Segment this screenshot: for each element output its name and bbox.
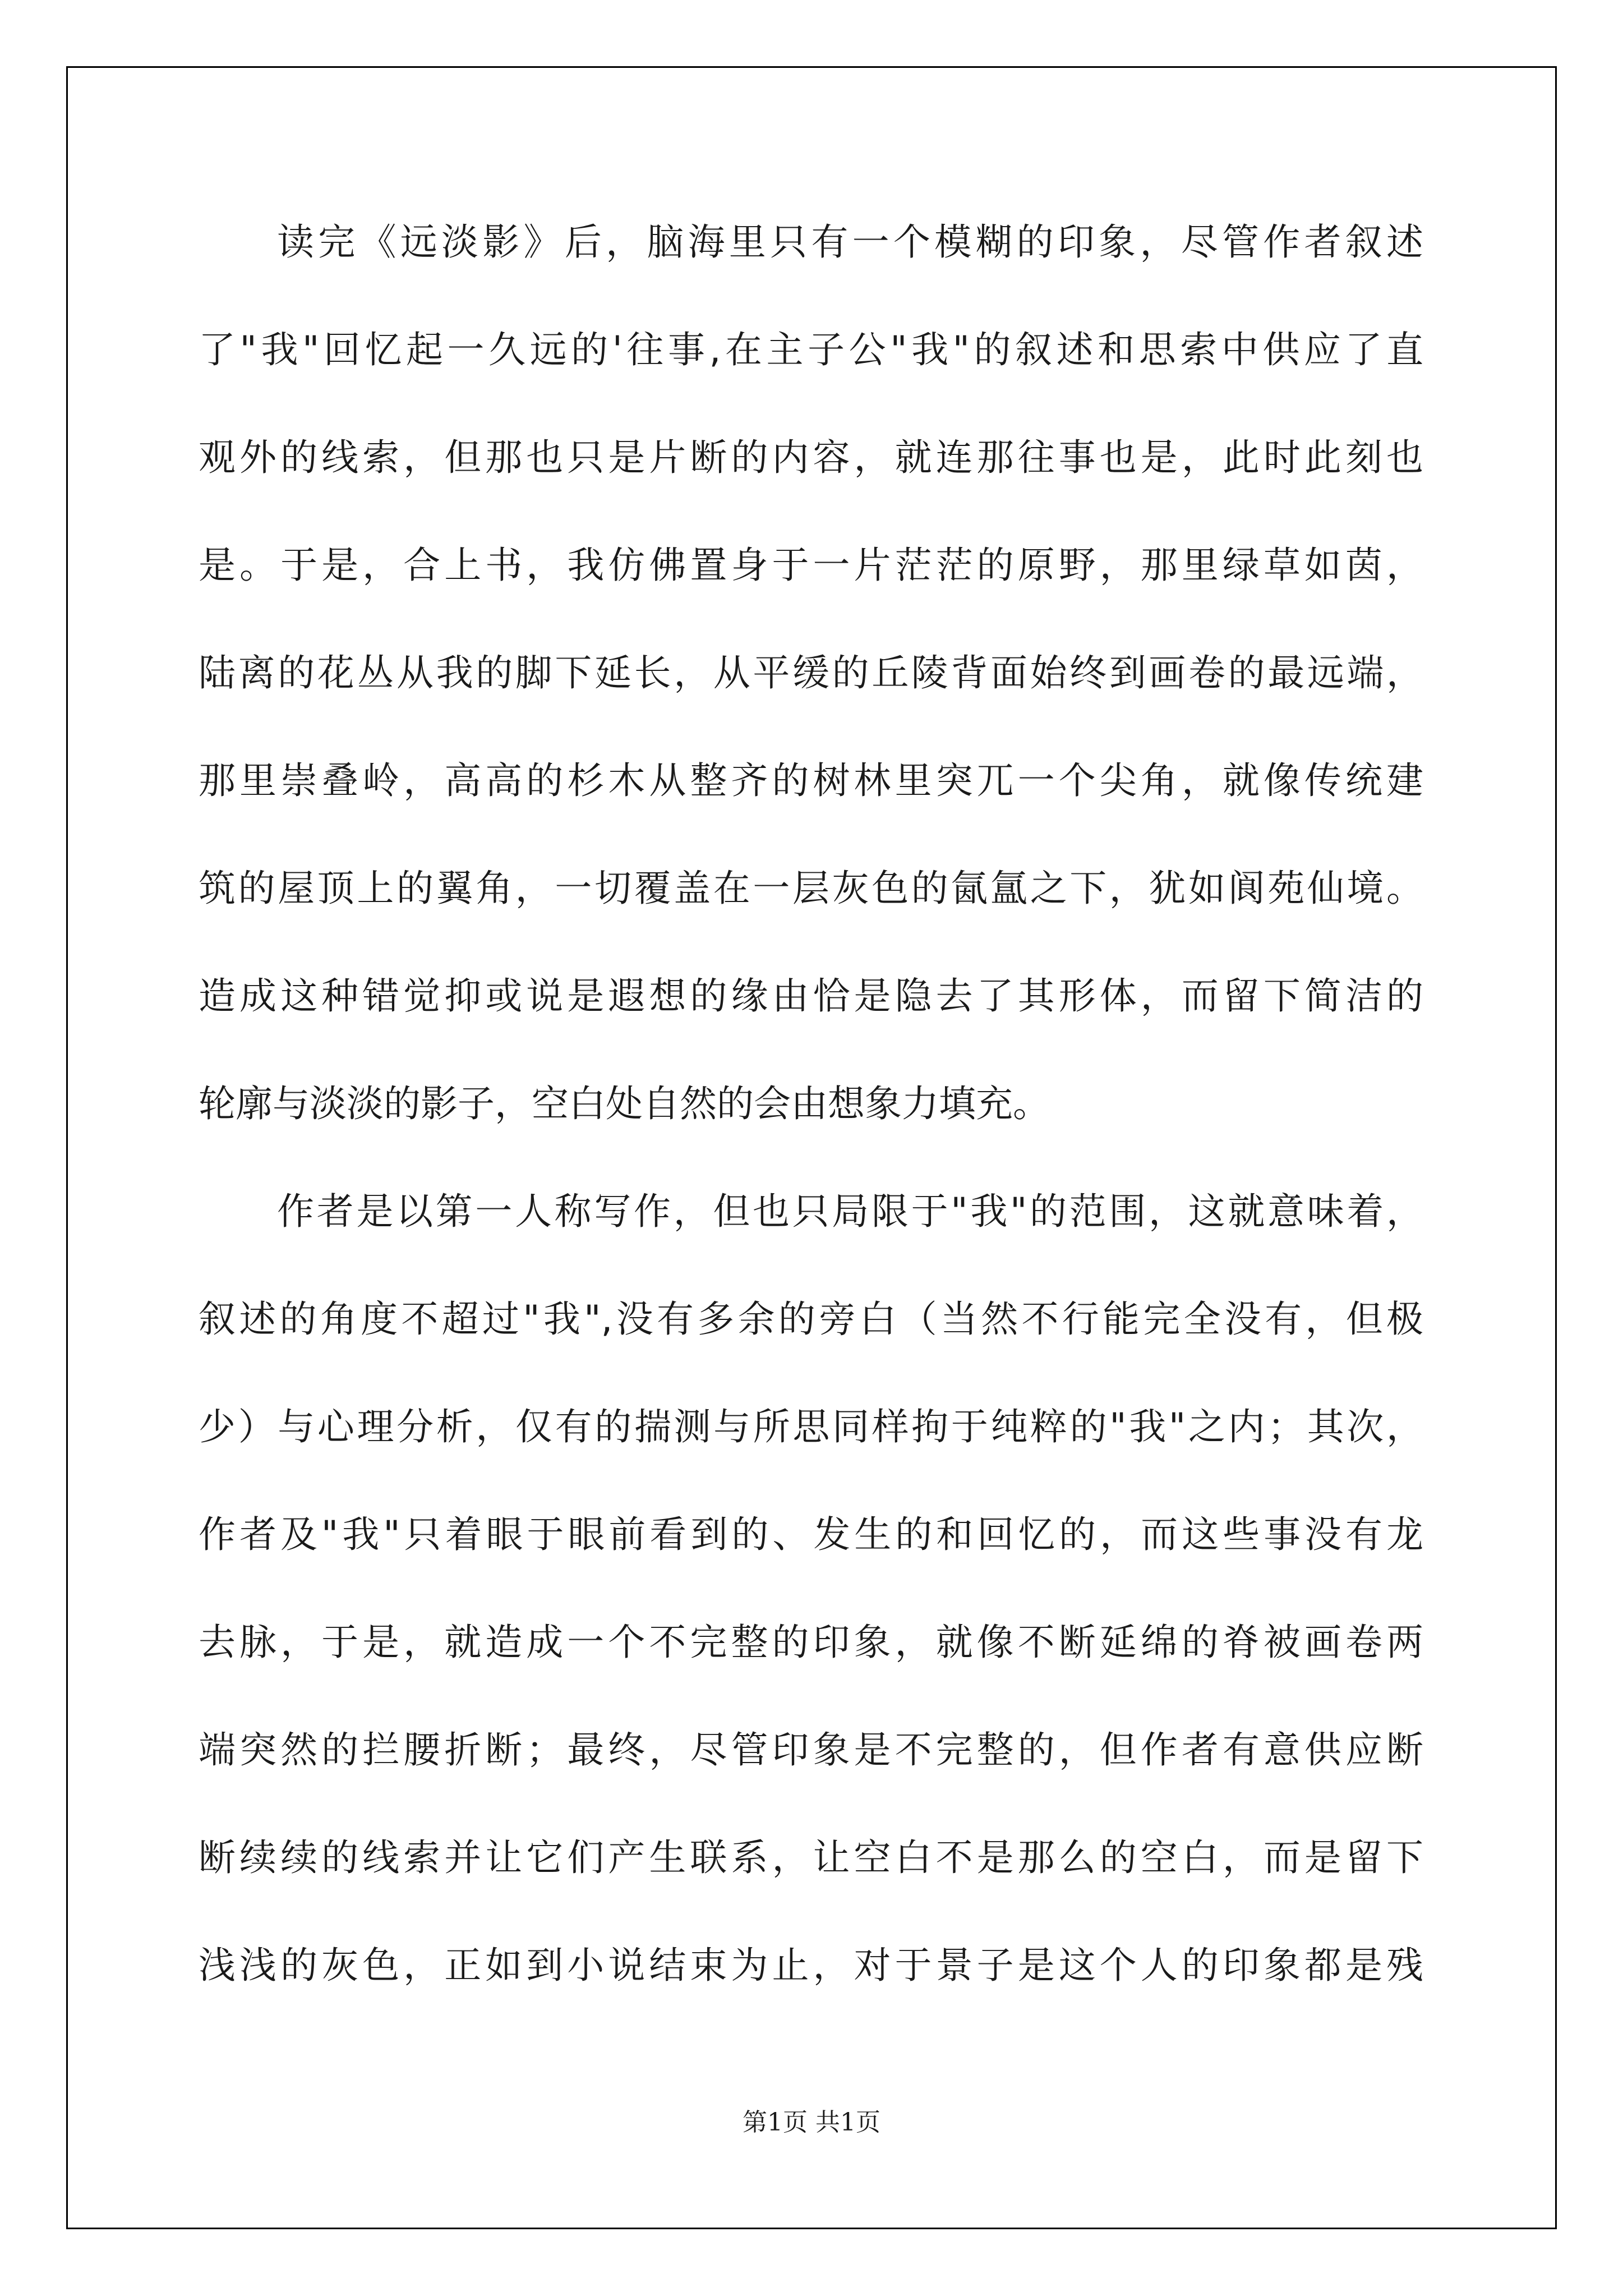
paragraph-2-line-5: 去脉，于是，就造成一个不完整的印象，就像不断延绵的脊被画卷两 [199,1621,1423,1664]
paragraph-2-line-3: 少）与心理分析，仅有的揣测与所思同样拘于纯粹的"我"之内；其次， [199,1405,1423,1448]
paragraph-2-line-7: 断续续的线索并让它们产生联系，让空白不是那么的空白，而是留下 [199,1836,1423,1879]
paragraph-2-line-8: 浅浅的灰色，正如到小说结束为止，对于景子是这个人的印象都是残 [199,1944,1423,1987]
paragraph-2-line-1: 作者是以第一人称写作，但也只局限于"我"的范围，这就意味着， [277,1190,1423,1233]
document-body [199,215,1423,2046]
page-number-footer: 第1页 共1页 [743,2108,880,2137]
paragraph-1-line-8: 造成这种错觉抑或说是遐想的缘由恰是隐去了其形体，而留下简洁的 [199,974,1423,1018]
paragraph-1-line-3: 观外的线索，但那也只是片断的内容，就连那往事也是，此时此刻也 [199,436,1423,479]
paragraph-1-line-5: 陆离的花丛从我的脚下延长，从平缓的丘陵背面始终到画卷的最远端， [199,651,1423,694]
paragraph-2-line-2: 叙述的角度不超过"我",没有多余的旁白（当然不行能完全没有，但极 [199,1297,1423,1341]
paragraph-1-line-2: 了"我"回忆起一久远的'往事,在主子公"我"的叙述和思索中供应了直 [199,328,1423,371]
paragraph-1-line-1: 读完《远淡影》后，脑海里只有一个模糊的印象，尽管作者叙述 [277,220,1423,264]
paragraph-2-line-4: 作者及"我"只着眼于眼前看到的、发生的和回忆的，而这些事没有龙 [199,1513,1423,1556]
paragraph-1-line-6: 那里崇叠岭，高高的杉木从整齐的树林里突兀一个尖角，就像传统建 [199,759,1423,802]
paragraph-1-line-4: 是。于是，合上书，我仿佛置身于一片茫茫的原野，那里绿草如茵， [199,544,1423,587]
paragraph-2-line-6: 端突然的拦腰折断；最终，尽管印象是不完整的，但作者有意供应断 [199,1728,1423,1772]
paragraph-1-line-7: 筑的屋顶上的翼角，一切覆盖在一层灰色的氤氲之下，犹如阆苑仙境。 [199,867,1423,910]
paragraph-1-line-9: 轮廓与淡淡的影子，空白处自然的会由想象力填充。 [199,1082,1050,1125]
